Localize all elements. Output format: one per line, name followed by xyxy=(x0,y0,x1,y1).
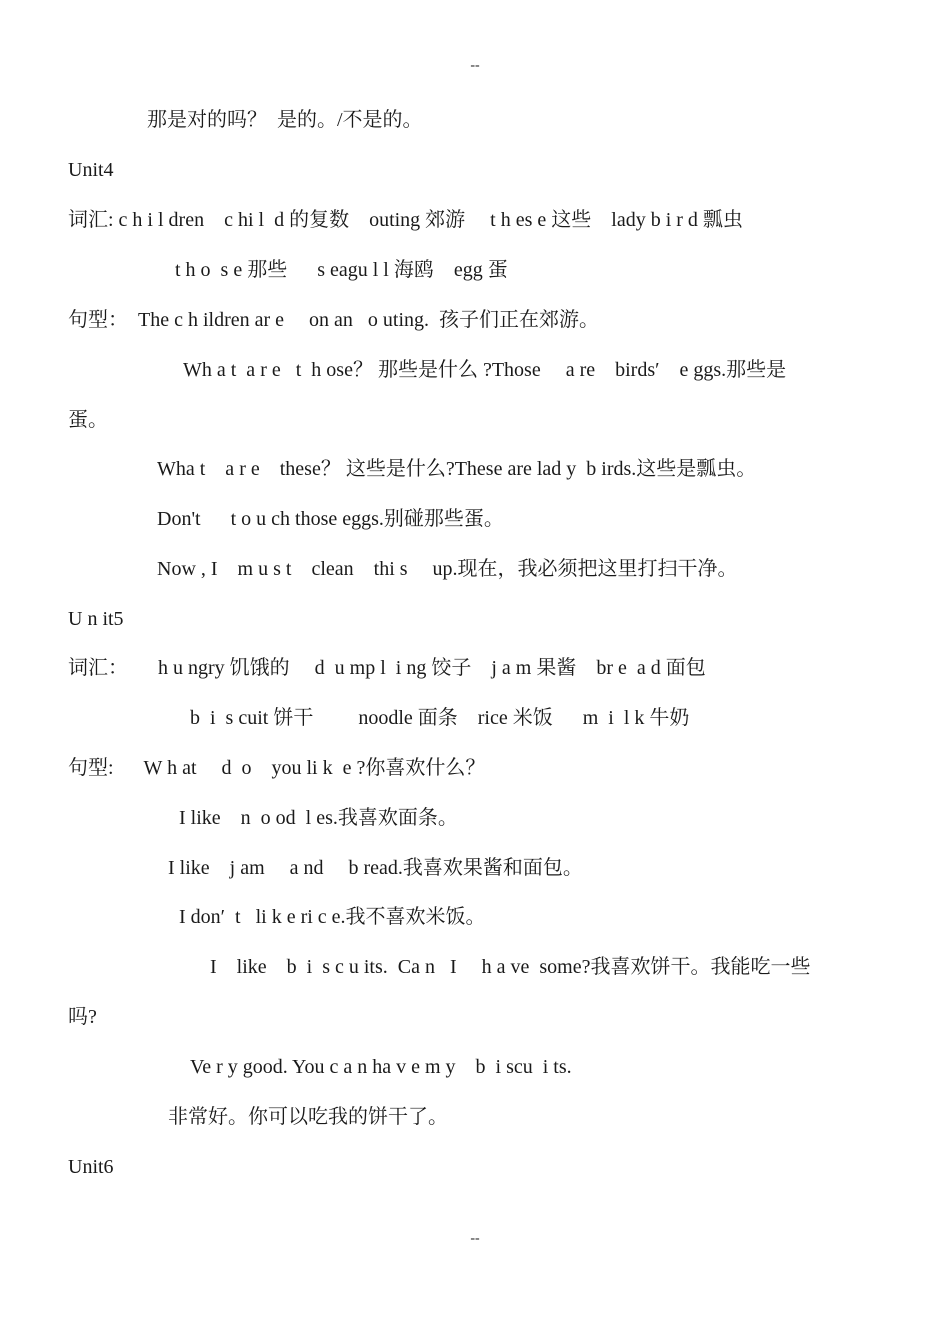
unit5-sentence-2: I like n o od l es.我喜欢面条。 xyxy=(179,807,458,829)
unit5-sentence-6-trans: 非常好。你可以吃我的饼干了。 xyxy=(168,1106,448,1128)
unit4-sentence-2: Wh a t a r e t h ose？ 那些是什么 ?Those a re birds′ e ggs.那些是 xyxy=(183,359,787,381)
answer-line: 那是对的吗？ 是的。/不是的。 xyxy=(147,109,423,131)
unit4-sentence-3: Wha t a r e these？ 这些是什么?These are lad y b irds.这些是瓢虫。 xyxy=(157,458,757,480)
unit5-sentence-1: 句型: W h at d o you li k e ?你喜欢什么？ xyxy=(68,757,486,779)
unit5-sentence-4: I don′ t li k e ri c e.我不喜欢米饭。 xyxy=(179,906,486,928)
unit5-vocab-line-1: 词汇： h u ngry 饥饿的 d u mp l i ng 饺子 j a m 果酱 br e a d 面包 xyxy=(68,657,706,679)
unit4-sentence-4: Don't t o u ch those eggs.别碰那些蛋。 xyxy=(157,508,504,530)
footer-mark: -- xyxy=(470,1231,480,1246)
unit6-heading: Unit6 xyxy=(68,1156,114,1178)
unit5-sentence-3: I like j am a nd b read.我喜欢果酱和面包。 xyxy=(168,857,583,879)
unit5-heading: U n it5 xyxy=(68,608,124,630)
unit5-sentence-5-cont: 吗? xyxy=(68,1006,97,1028)
header-mark: -- xyxy=(470,58,480,73)
unit4-sentence-1: 句型： The c h ildren ar e on an o uting. 孩子们正在郊游。 xyxy=(68,309,600,331)
unit4-vocab-line-2: t h o s e 那些 s eagu l l 海鸥 egg 蛋 xyxy=(175,259,508,281)
unit4-sentence-2-cont: 蛋。 xyxy=(68,409,108,431)
unit5-sentence-6: Ve r y good. You c a n ha v e m y b i scu i ts. xyxy=(190,1056,572,1078)
unit4-heading: Unit4 xyxy=(68,159,114,181)
unit5-sentence-5: I like b i s c u its. Ca n I h a ve some?我喜欢饼干。我能吃一些 xyxy=(210,956,811,978)
unit4-vocab-line-1: 词汇: c h i l dren c hi l d 的复数 outing 郊游 t h es e 这些 lady b i r d 瓢虫 xyxy=(68,209,743,231)
unit4-sentence-5: Now , I m u s t clean thi s up.现在，我必须把这里打扫干净。 xyxy=(157,558,738,580)
unit5-vocab-line-2: b i s cuit 饼干 noodle 面条 rice 米饭 m i l k 牛奶 xyxy=(190,707,690,729)
